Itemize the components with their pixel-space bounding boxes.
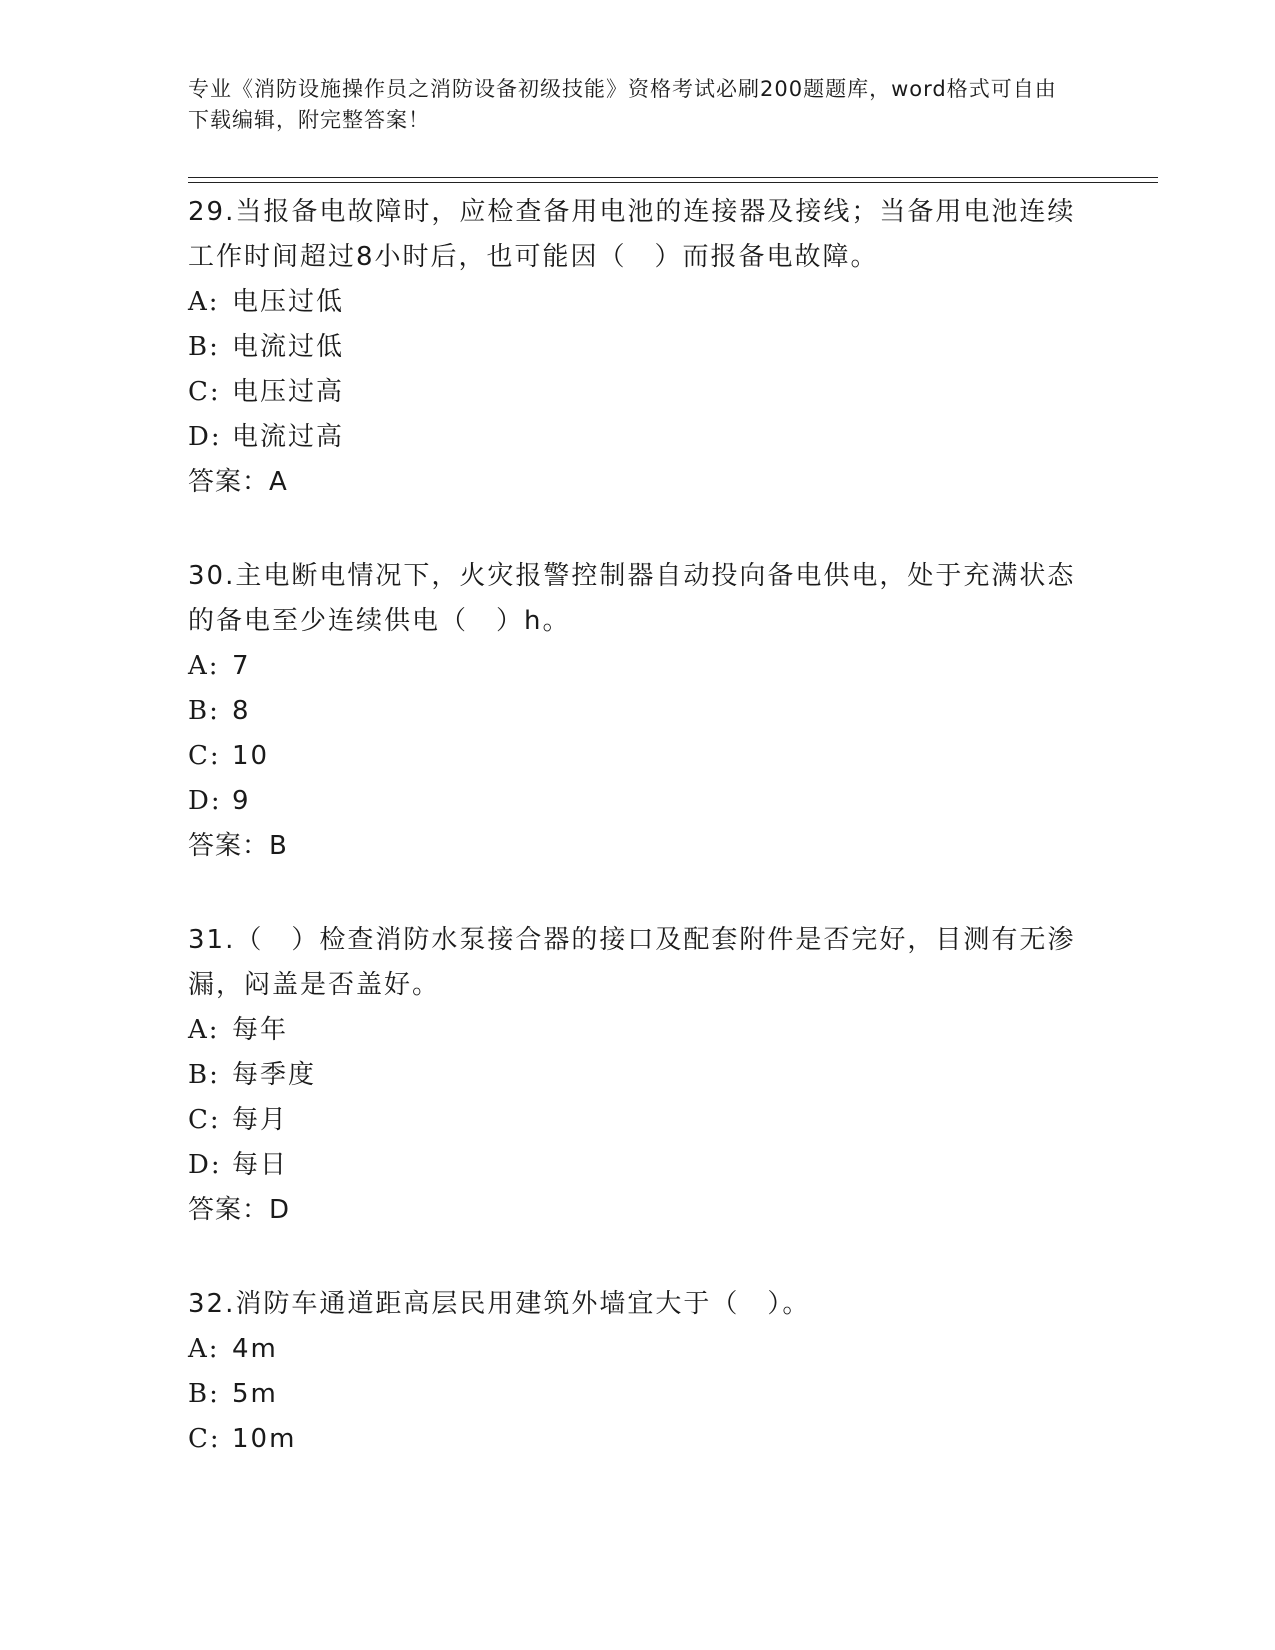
option-text: 每年	[232, 1015, 289, 1045]
option-letter: D:	[188, 786, 222, 816]
option-text: 7	[232, 651, 251, 681]
option-a	[188, 644, 1088, 689]
question-29	[188, 190, 1088, 505]
option-b	[188, 689, 1088, 734]
option-text: 电流过高	[232, 422, 345, 452]
option-b	[188, 1053, 1088, 1098]
option-letter: B:	[188, 1060, 220, 1090]
option-c	[188, 734, 1088, 779]
answer-line: 答案：B	[188, 831, 288, 861]
option-text: 4m	[232, 1334, 278, 1364]
option-letter: A:	[188, 651, 220, 681]
option-text: 9	[232, 786, 251, 816]
option-text: 8	[232, 696, 251, 726]
question-30	[188, 554, 1088, 869]
option-text: 10m	[232, 1424, 297, 1454]
option-text: 电压过高	[232, 377, 345, 407]
option-text: 10	[232, 741, 270, 771]
option-text: 每日	[232, 1150, 289, 1180]
option-text: 5m	[232, 1379, 278, 1409]
question-stem: 30.主电断电情况下，火灾报警控制器自动投向备电供电，处于充满状态的备电至少连续供电（ ）h。	[188, 561, 1076, 636]
option-text: 电压过低	[232, 287, 345, 317]
option-letter: A:	[188, 1334, 220, 1364]
option-letter: B:	[188, 332, 220, 362]
question-31	[188, 918, 1088, 1233]
option-letter: A:	[188, 1015, 220, 1045]
option-c	[188, 1098, 1088, 1143]
option-letter: A:	[188, 287, 220, 317]
option-a	[188, 1327, 1088, 1372]
option-letter: C:	[188, 377, 221, 407]
option-letter: C:	[188, 741, 221, 771]
option-text: 每季度	[232, 1060, 317, 1090]
option-text: 每月	[232, 1105, 289, 1135]
option-c	[188, 370, 1088, 415]
header-divider-top	[188, 177, 1158, 178]
option-b	[188, 325, 1088, 370]
header-divider-bottom	[188, 182, 1158, 183]
question-32	[188, 1282, 1088, 1462]
question-stem: 29.当报备电故障时，应检查备用电池的连接器及接线；当备用电池连续工作时间超过8小时后，也可能因（ ）而报备电故障。	[188, 197, 1076, 272]
option-d	[188, 415, 1088, 460]
option-c	[188, 1417, 1088, 1462]
option-b	[188, 1372, 1088, 1417]
option-letter: D:	[188, 422, 222, 452]
option-letter: B:	[188, 696, 220, 726]
question-stem: 32.消防车通道距高层民用建筑外墙宜大于（ ）。	[188, 1289, 811, 1319]
option-letter: C:	[188, 1424, 221, 1454]
option-letter: B:	[188, 1379, 220, 1409]
option-d	[188, 779, 1088, 824]
option-a	[188, 280, 1088, 325]
option-letter: C:	[188, 1105, 221, 1135]
option-a	[188, 1008, 1088, 1053]
question-stem: 31.（ ）检查消防水泵接合器的接口及配套附件是否完好，目测有无渗漏，闷盖是否盖好。	[188, 925, 1076, 1000]
document-header: 专业《消防设施操作员之消防设备初级技能》资格考试必刷200题题库，word格式可自由下载编辑，附完整答案！	[188, 77, 1057, 132]
option-d	[188, 1143, 1088, 1188]
answer-line: 答案：A	[188, 467, 288, 497]
answer-line: 答案：D	[188, 1195, 291, 1225]
option-text: 电流过低	[232, 332, 345, 362]
option-letter: D:	[188, 1150, 222, 1180]
